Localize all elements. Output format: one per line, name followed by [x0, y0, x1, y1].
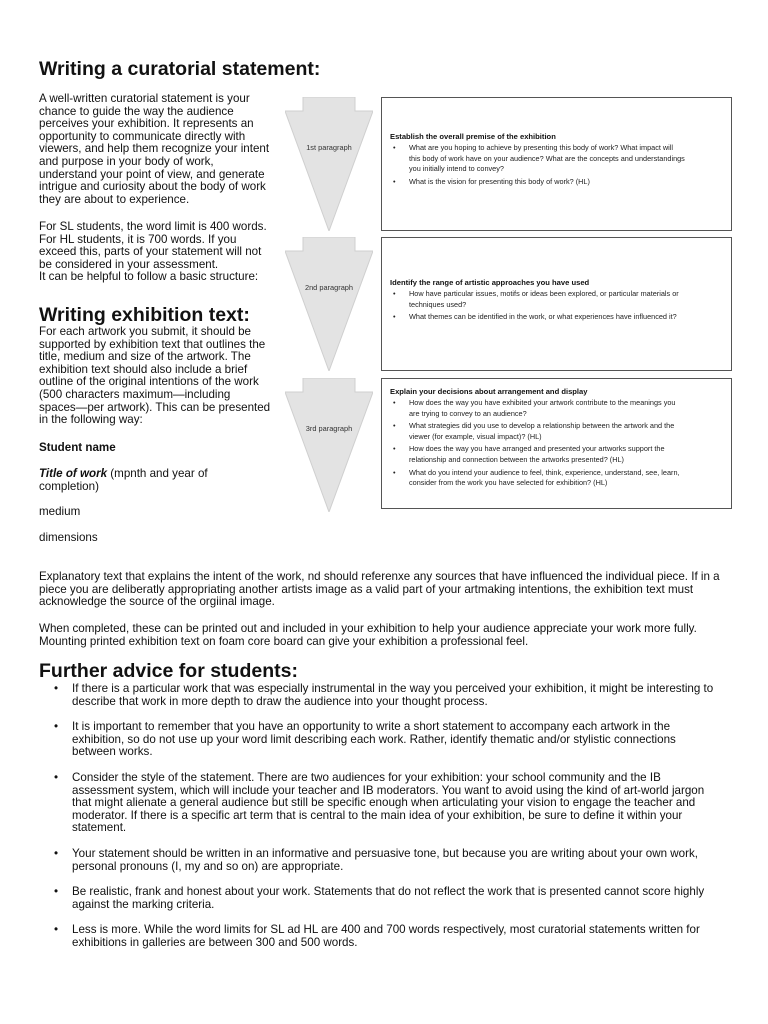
- section-heading-exhibition-text: Writing exhibition text:: [39, 304, 250, 326]
- exhibition-text-paragraph: [39, 326, 270, 427]
- label-example-medium: [39, 506, 80, 519]
- text-line: If there is a particular work that was especially instrumental in the way you perceived your exhibition, it might be interesting to: [72, 682, 714, 695]
- section-heading-further-advice: Further advice for students:: [39, 660, 298, 682]
- text-line: relationship and connection between the artworks presented? (HL): [409, 454, 624, 464]
- box-list: [390, 398, 721, 489]
- text-line: piece you are deliberatly appropriating another artists image as a valid part of your artmaking intentions, the exhibition text must: [39, 582, 694, 596]
- text-line: that might alienate a general audience but still be specific enough when articulating your vision to engage the teacher and: [72, 796, 696, 810]
- list-item: [390, 398, 721, 419]
- text-line: • How does the way you have arranged and presented your artworks support the: [409, 444, 665, 454]
- text-line: exceed this, parts of your statement will not: [39, 245, 262, 259]
- down-arrow-icon: [285, 97, 373, 231]
- completion-paragraph: [39, 623, 739, 648]
- advice-item: [39, 848, 739, 873]
- arrow-label: 3rd paragraph: [305, 424, 353, 433]
- bullet: •: [54, 846, 59, 860]
- bullet: •: [54, 720, 59, 734]
- text-line: Explanatory text that explains the intent of the work, nd should referenxe any sources that have influenced the individual piece. If in a: [39, 570, 720, 583]
- text-line: A well-written curatorial statement is your: [39, 92, 250, 105]
- text-line: It can be helpful to follow a basic structure:: [39, 270, 259, 284]
- text-line: intrigue and curiosity about the body of work: [39, 180, 266, 194]
- text-line: Your statement should be written in an informative and persuasive tone, but because you are writing about your own work,: [72, 846, 698, 860]
- advice-item: [39, 924, 739, 949]
- arrow-label: 1st paragraph: [306, 143, 352, 152]
- text-line: When completed, these can be printed out and included in your exhibition to help your audience appreciate your work more fully.: [39, 622, 697, 635]
- bullet: •: [54, 885, 59, 899]
- text-line: Be realistic, frank and honest about your work. Statements that do not reflect the work that is presented cannot score highly: [72, 885, 705, 899]
- text-line: title, medium and size of the artwork. The: [39, 350, 251, 364]
- bullet: •: [54, 923, 59, 937]
- box-list: [390, 289, 721, 323]
- text-line: are trying to convey to an audience?: [409, 408, 527, 418]
- bullet: •: [54, 770, 59, 784]
- down-arrow-icon: [285, 237, 373, 371]
- text-line: For each artwork you submit, it should be: [39, 325, 252, 338]
- advice-item: [39, 886, 739, 911]
- medium-label: medium: [39, 505, 81, 518]
- page-title: Writing a curatorial statement:: [39, 58, 321, 80]
- text-line: • How have particular issues, motifs or ideas been explored, or particular materials or: [409, 289, 679, 298]
- title-suffix: (mpnth and year of: [107, 467, 208, 480]
- text-line: Less is more. While the word limits for SL ad HL are 400 and 700 words respectively, most curatorial statements written for: [72, 923, 700, 937]
- text-line: be considered in your assessment.: [39, 257, 219, 271]
- text-line: assessment system, which will include your teacher and IB moderators. You want to avoid using the kind of art-world jargon: [72, 783, 705, 797]
- list-item: [390, 421, 721, 442]
- advice-list: [39, 683, 739, 963]
- title-of-work-label: Title of work: [39, 467, 108, 480]
- paragraph-arrow-2: [285, 237, 373, 371]
- explanatory-paragraph: [39, 571, 739, 609]
- student-name-label: Student name: [39, 441, 116, 454]
- text-line: describe that work in more depth to draw the audience into your thought process.: [72, 694, 488, 708]
- list-item: [390, 444, 721, 465]
- text-line: viewers, and help them recognize your intent: [39, 142, 270, 156]
- text-line: and purpose in your body of work,: [39, 154, 214, 168]
- text-line: For SL students, the word limit is 400 words.: [39, 220, 267, 233]
- list-item: [390, 289, 721, 310]
- paragraph-arrow-3: [285, 378, 373, 512]
- text-line: this body of work have on your audience? What are the concepts and understandings: [409, 153, 685, 163]
- label-example-title: [39, 468, 208, 493]
- text-line: chance to guide the way the audience: [39, 104, 234, 118]
- advice-item: [39, 721, 739, 759]
- text-line: understand your point of view, and generate: [39, 167, 265, 181]
- advice-item: [39, 683, 739, 708]
- paragraph-arrow-1: [285, 97, 373, 231]
- text-line: viewer (for example, visual impact)? (HL): [409, 431, 542, 441]
- bullet: •: [54, 682, 59, 695]
- down-arrow-icon: [285, 378, 373, 512]
- list-item: [390, 143, 721, 175]
- list-item: [390, 468, 721, 489]
- list-item: [390, 177, 721, 188]
- text-line: For HL students, it is 700 words. If you: [39, 232, 237, 246]
- text-line: It is important to remember that you have an opportunity to write a short statement to accompany each artwork in the: [72, 720, 671, 734]
- text-line: exhibition, so do not use up your word limit describing each work. Rather, identify thematic and/or stylistic connections: [72, 732, 676, 746]
- text-line: perceives your exhibition. It represents an: [39, 117, 254, 131]
- text-line: they are about to experience.: [39, 192, 190, 206]
- box-title: Establish the overall premise of the exhibition: [390, 132, 556, 141]
- dimensions-label: dimensions: [39, 531, 98, 544]
- paragraph-box-3: [381, 378, 732, 509]
- text-line: personal pronouns (I, my and so on) are appropriate.: [72, 859, 344, 873]
- text-line: • What is the vision for presenting this body of work? (HL): [409, 176, 590, 186]
- box-list: [390, 143, 721, 187]
- text-line: (500 characters maximum—including: [39, 387, 231, 401]
- text-line: exhibitions in galleries are between 300 and 500 words.: [72, 935, 358, 949]
- text-line: • What strategies did you use to develop a relationship between the artwork and the: [409, 421, 675, 431]
- text-line: you initially intend to convey?: [409, 164, 504, 174]
- text-line: outline of the original intentions of the work: [39, 375, 259, 389]
- text-line: spaces—per artwork). This can be presented: [39, 400, 271, 414]
- label-example-student-name: [39, 442, 116, 455]
- text-line: in the following way:: [39, 413, 143, 427]
- title-line2: completion): [39, 479, 99, 493]
- text-line: • What are you hoping to achieve by presenting this body of work? What impact will: [409, 143, 674, 152]
- label-example-dimensions: [39, 532, 98, 545]
- intro-paragraph: [39, 93, 269, 206]
- text-line: opportunity to communicate directly with: [39, 129, 246, 143]
- paragraph-box-1: [381, 97, 732, 231]
- arrow-label: 2nd paragraph: [304, 283, 354, 292]
- text-line: • What do you intend your audience to feel, think, experience, understand, see, learn,: [409, 467, 680, 477]
- box-title: Explain your decisions about arrangement and display: [390, 387, 588, 396]
- text-line: consider from the work you have selected for exhibition? (HL): [409, 478, 608, 488]
- text-line: • How does the way you have exhibited your artwork contribute to the meanings you: [409, 398, 676, 407]
- text-line: acknowledge the source of the orgiinal image.: [39, 595, 275, 609]
- text-line: Consider the style of the statement. There are two audiences for your exhibition: your school community and the IB: [72, 770, 661, 784]
- paragraph-box-2: [381, 237, 732, 371]
- text-line: exhibition text should also include a brief: [39, 362, 248, 376]
- list-item: [390, 312, 721, 323]
- text-line: • What themes can be identified in the work, or what experiences have influenced it?: [409, 312, 677, 322]
- text-line: between works.: [72, 745, 153, 759]
- advice-item: [39, 772, 739, 835]
- text-line: techniques used?: [409, 299, 467, 309]
- text-line: statement.: [72, 821, 127, 835]
- text-line: Mounting printed exhibition text on foam core board can give your exhibition a professional feel.: [39, 634, 529, 648]
- text-line: against the marking criteria.: [72, 897, 215, 911]
- word-limit-paragraph: [39, 221, 267, 284]
- text-line: supported by exhibition text that outlines the: [39, 337, 266, 351]
- box-title: Identify the range of artistic approaches you have used: [390, 278, 590, 287]
- text-line: moderator. If there is a specific art term that is central to the main idea of your exhibition, be sure to define it within your: [72, 808, 683, 822]
